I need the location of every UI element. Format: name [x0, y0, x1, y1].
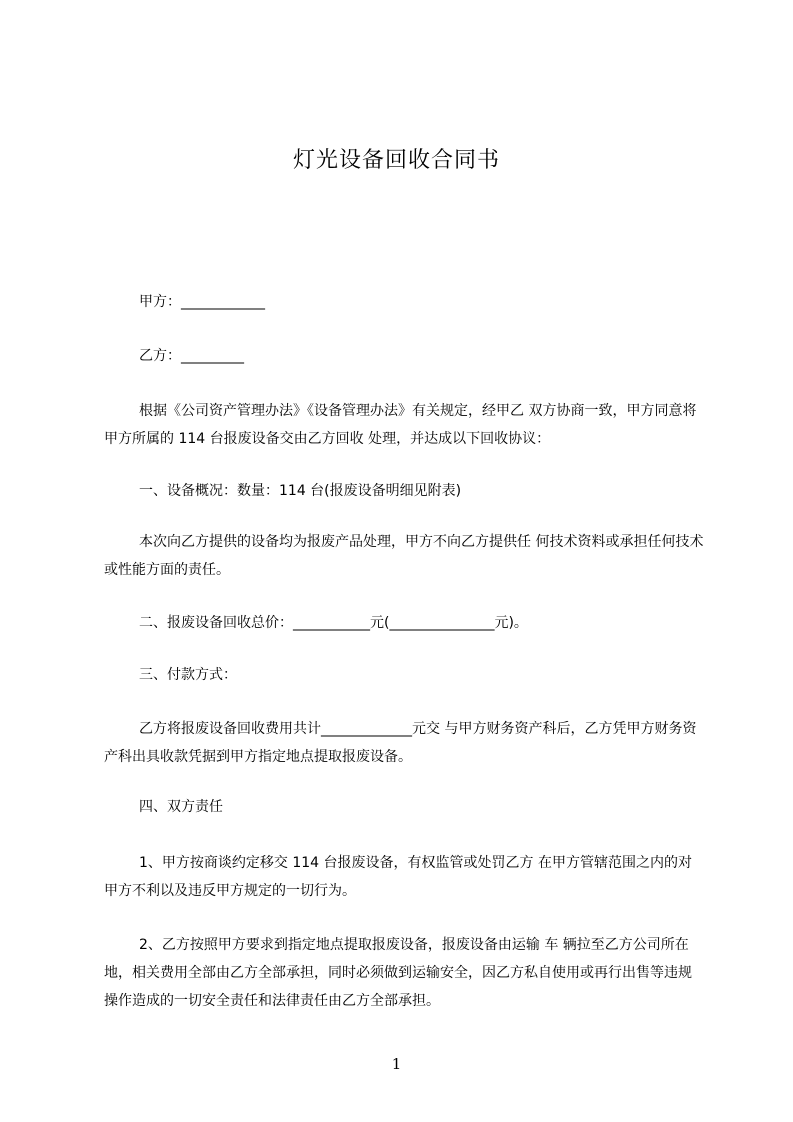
clause-2-paragraph: 2、乙方按照甲方要求到指定地点提取报废设备，报废设备由运输 车 辆拉至乙方公司所在地，相关费用全部由乙方全部承担，同时必须做到运输安全，因乙方私自使用或再行出售等违规操作造成的一切安全责任和法律责任由乙方全部承担。 [104, 937, 692, 1009]
party-b-line: 乙方：_________ [139, 348, 244, 364]
section-3-body: 乙方将报废设备回收费用共计_____________元交 与甲方财务资产科后，乙方凭甲方财务资产科出具收款凭据到甲方指定地点提取报废设备。 [104, 721, 697, 765]
page-number: 1 [391, 1055, 402, 1073]
section-2-heading: 二、报废设备回收总价：___________元(_______________元)。 [139, 615, 528, 631]
section-1-body: 本次向乙方提供的设备均为报废产品处理，甲方不向乙方提供任 何技术资料或承担任何技术或性能方面的责任。 [104, 534, 704, 578]
party-a-line: 甲方：____________ [139, 294, 265, 310]
document-title: 灯光设备回收合同书 [292, 148, 500, 173]
section-3-heading: 三、付款方式： [139, 667, 237, 683]
preamble-paragraph: 根据《公司资产管理办法》《设备管理办法》有关规定，经甲乙 双方协商一致，甲方同意将甲方所属的 114 台报废设备交由乙方回收 处理，并达成以下回收协议： [104, 403, 697, 447]
section-4-heading: 四、双方责任 [139, 799, 223, 815]
section-1-heading: 一、设备概况：数量：114 台(报废设备明细见附表) [139, 483, 462, 499]
clause-1-paragraph: 1、甲方按商谈约定移交 114 台报废设备，有权监管或处罚乙方 在甲方管辖范围之内的对甲方不利以及违反甲方规定的一切行为。 [104, 855, 692, 899]
